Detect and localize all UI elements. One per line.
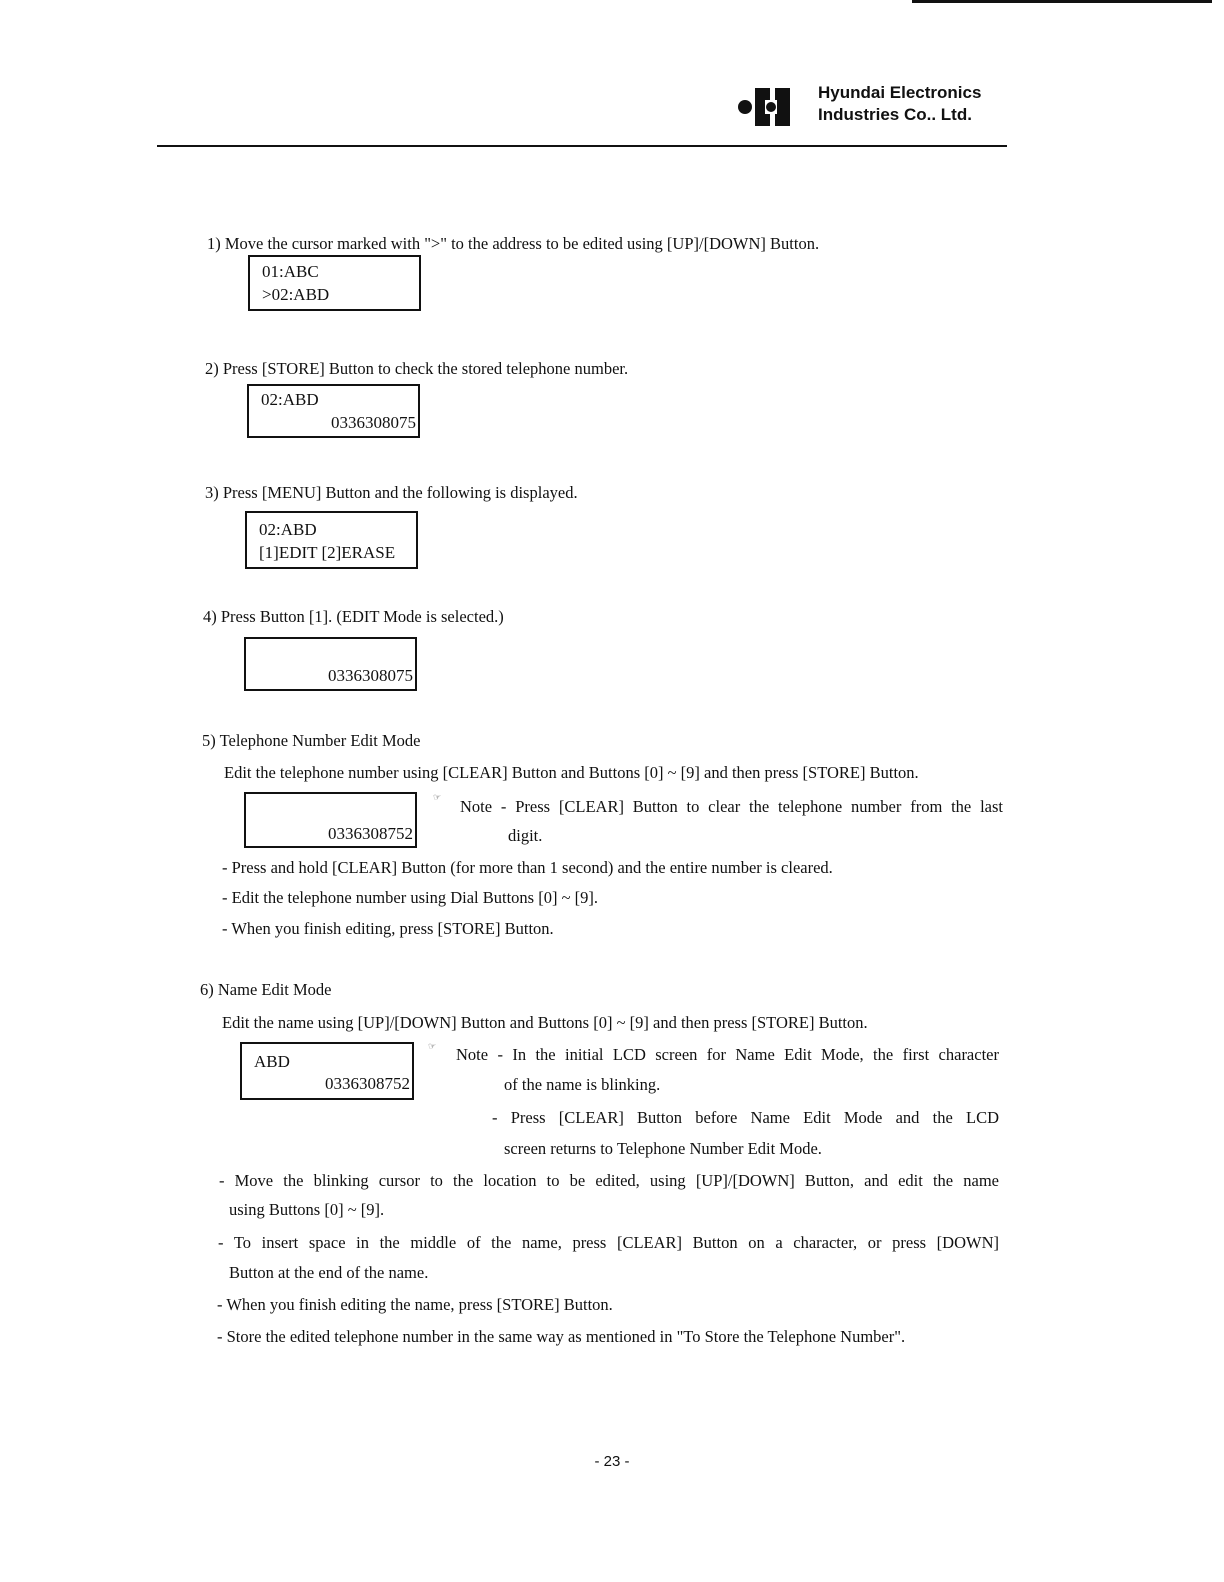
lcd-display-step-4 <box>244 637 417 691</box>
step-5-title: 5) Telephone Number Edit Mode <box>202 731 421 750</box>
step-5-note-line-1: Note - Press [CLEAR] Button to clear the telephone number from the last <box>460 797 1003 816</box>
step-5-note-line-2: digit. <box>508 826 543 845</box>
step-6-title: 6) Name Edit Mode <box>200 980 332 999</box>
step-2-text: 2) Press [STORE] Button to check the stored telephone number. <box>205 359 629 378</box>
step-3-text: 3) Press [MENU] Button and the following is displayed. <box>205 483 578 502</box>
lcd-line-2: 0336308075 <box>328 666 413 685</box>
lcd-line-2: 0336308752 <box>325 1074 410 1093</box>
step-1-text: 1) Move the cursor marked with ">" to the address to be edited using [UP]/[DOWN] Button. <box>207 234 820 253</box>
company-name <box>818 82 981 126</box>
step-6-bullet-1-line-1: - Move the blinking cursor to the location to be edited, using [UP]/[DOWN] Button, and edit the name <box>219 1171 999 1190</box>
lcd-display-step-3 <box>245 511 418 569</box>
step-5-bullet-1: - Press and hold [CLEAR] Button (for more than 1 second) and the entire number is cleared. <box>222 858 833 877</box>
top-edge-rule <box>912 0 1212 3</box>
lcd-line-2: 0336308752 <box>328 824 413 843</box>
step-6-bullet-4: - Store the edited telephone number in the same way as mentioned in "To Store the Telephone Number". <box>217 1327 906 1346</box>
step-5-intro: Edit the telephone number using [CLEAR] Button and Buttons [0] ~ [9] and then press [STORE] Button. <box>224 763 919 782</box>
step-6-note-2-line-2: screen returns to Telephone Number Edit Mode. <box>504 1139 822 1158</box>
lcd-display-step-1 <box>248 255 421 311</box>
step-6-note-2-line-1: - Press [CLEAR] Button before Name Edit Mode and the LCD <box>492 1108 999 1127</box>
step-6-note-1-line-1: Note - In the initial LCD screen for Name Edit Mode, the first character <box>456 1045 999 1064</box>
lcd-line-2: [1]EDIT [2]ERASE <box>259 543 396 562</box>
lcd-line-1: ABD <box>254 1052 290 1071</box>
step-6-intro: Edit the name using [UP]/[DOWN] Button and Buttons [0] ~ [9] and then press [STORE] Button. <box>222 1013 868 1032</box>
step-4-text: 4) Press Button [1]. (EDIT Mode is selected.) <box>203 607 504 626</box>
lcd-line-1: 02:ABD <box>261 390 319 409</box>
lcd-display-step-5 <box>244 792 417 848</box>
step-6-bullet-3: - When you finish editing the name, press [STORE] Button. <box>217 1295 613 1314</box>
lcd-line-2: >02:ABD <box>262 285 330 304</box>
note-pointer-icon: ☞ <box>428 1041 437 1051</box>
step-6-note-1-line-2: of the name is blinking. <box>504 1075 661 1094</box>
company-name-line1: Hyundai Electronics <box>818 83 982 102</box>
hyundai-logo-icon <box>737 84 805 130</box>
lcd-display-step-6 <box>240 1042 414 1100</box>
step-5-bullet-3: - When you finish editing, press [STORE] Button. <box>222 919 554 938</box>
note-pointer-icon: ☞ <box>433 792 442 802</box>
lcd-display-step-2 <box>247 384 420 438</box>
page-number: - 23 - <box>594 1453 630 1470</box>
step-5-bullet-2: - Edit the telephone number using Dial Buttons [0] ~ [9]. <box>222 888 598 907</box>
header-rule <box>157 145 1007 147</box>
lcd-line-2: 0336308075 <box>331 413 416 432</box>
lcd-line-1: 02:ABD <box>259 520 317 539</box>
step-6-bullet-2-line-1: - To insert space in the middle of the name, press [CLEAR] Button on a character, or press [DOWN] <box>218 1233 999 1252</box>
step-6-bullet-1-line-2: using Buttons [0] ~ [9]. <box>229 1200 385 1219</box>
step-6-bullet-2-line-2: Button at the end of the name. <box>229 1263 429 1282</box>
company-name-line2: Industries Co.. Ltd. <box>818 105 972 124</box>
lcd-line-1: 01:ABC <box>262 262 319 281</box>
